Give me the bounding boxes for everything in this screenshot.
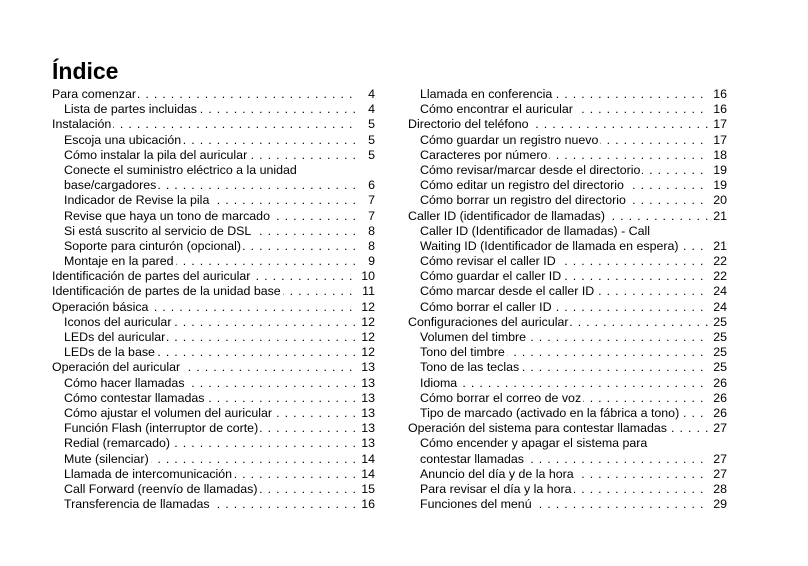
- toc-entry-page: 26: [713, 405, 727, 420]
- toc-entry-page: 14: [361, 466, 375, 481]
- toc-entry-page: 5: [368, 117, 375, 132]
- toc-entry-page: 12: [361, 314, 375, 329]
- toc-entry-page: 27: [713, 466, 727, 481]
- toc-entry-title: Cómo revisar el caller ID: [420, 254, 556, 269]
- toc-entry-title: Cómo ajustar el volumen del auricular: [64, 405, 272, 420]
- toc-entry-page: 27: [713, 421, 727, 436]
- toc-entry: [64, 178, 375, 193]
- toc-entry-title: Lista de partes incluidas: [64, 102, 197, 117]
- toc-entry: [64, 376, 375, 391]
- toc-entry: [408, 315, 727, 330]
- toc-entry-title: Cómo borrar un registro del directorio: [420, 193, 626, 208]
- toc-entry-title: Montaje en la pared: [64, 254, 174, 269]
- toc-entry-title: Llamada de intercomunicación: [64, 466, 233, 481]
- toc-entry-title: Identificación de partes del auricular: [52, 269, 251, 284]
- toc-entry-page: 19: [713, 178, 727, 193]
- toc-entry-title: Instalación: [52, 117, 112, 132]
- dot-leader: [420, 376, 709, 391]
- toc-entry: [420, 436, 727, 451]
- toc-entry-page: 7: [368, 193, 375, 208]
- toc-entry: [420, 178, 727, 193]
- toc-entry-title: base/cargadores: [64, 178, 157, 193]
- toc-entry-title: Llamada en conferencia: [420, 87, 553, 101]
- toc-entry: [408, 209, 727, 224]
- toc-entry-page: 17: [713, 132, 727, 147]
- toc-entry: [408, 421, 727, 436]
- toc-entry: [420, 497, 727, 512]
- toc-entry-title: Anuncio del día y de la hora: [420, 466, 574, 481]
- toc-entry-page: 25: [713, 314, 727, 329]
- toc-entry: [420, 345, 727, 360]
- toc-entry-page: 20: [713, 193, 727, 208]
- toc-entry: [52, 284, 375, 299]
- toc-entry-page: 27: [713, 451, 727, 466]
- toc-entry-page: 13: [361, 375, 375, 390]
- toc-entry-title: Indicador de Revise la pila: [64, 193, 210, 208]
- toc-entry-page: 4: [368, 87, 375, 101]
- toc-entry-title: Waiting ID (Identificador de llamada en espera): [420, 238, 679, 253]
- toc-entry: [420, 376, 727, 391]
- toc-entry: [420, 133, 727, 148]
- toc-entry-page: 25: [713, 330, 727, 344]
- toc-entry-page: 28: [713, 481, 727, 496]
- toc-entry-title: Conecte el suministro eléctrico a la unidad: [64, 162, 297, 177]
- toc-entry-title: Cómo borrar el caller ID: [420, 299, 552, 314]
- toc-entry-title: Cómo guardar el caller ID: [420, 269, 562, 284]
- toc-entry: [64, 209, 375, 224]
- toc-entry-title: Si está suscrito al servicio de DSL: [64, 223, 252, 238]
- toc-entry-page: 21: [713, 238, 727, 253]
- toc-entry: [64, 133, 375, 148]
- toc-entry: [64, 163, 375, 178]
- toc-entry-title: Operación básica: [52, 299, 149, 314]
- toc-entry-page: 9: [368, 254, 375, 269]
- toc-entry-page: 8: [368, 238, 375, 253]
- toc-entry: [64, 467, 375, 482]
- toc-entry-page: 13: [361, 405, 375, 420]
- toc-entry: [420, 193, 727, 208]
- toc-entry: [420, 254, 727, 269]
- toc-left-column: [52, 87, 375, 512]
- toc-entry: [64, 345, 375, 360]
- toc-entry-title: Tono de las teclas: [420, 360, 520, 375]
- toc-entry-page: 29: [713, 497, 727, 512]
- toc-entry-title: Transferencia de llamadas: [64, 497, 210, 512]
- toc-entry-page: 13: [361, 436, 375, 451]
- toc-entry-page: 16: [713, 102, 727, 117]
- toc-entry: [420, 148, 727, 163]
- toc-entry-page: 10: [361, 269, 375, 284]
- toc-entry-page: 15: [361, 481, 375, 496]
- toc-entry-title: Operación del sistema para contestar llamadas: [408, 421, 667, 436]
- toc-entry: [64, 482, 375, 497]
- toc-entry: [408, 117, 727, 132]
- toc-entry-title: Identificación de partes de la unidad base: [52, 284, 281, 299]
- toc-entry-title: Caller ID (identificador de llamadas): [408, 208, 605, 223]
- toc-entry-title: Iconos del auricular: [64, 314, 172, 329]
- toc-entry: [64, 254, 375, 269]
- toc-entry: [420, 467, 727, 482]
- toc-entry-page: 26: [713, 375, 727, 390]
- toc-entry-page: 24: [713, 299, 727, 314]
- toc-entry: [64, 102, 375, 117]
- toc-entry-page: 14: [361, 451, 375, 466]
- toc-entry-page: 24: [713, 284, 727, 299]
- toc-entry-page: 25: [713, 360, 727, 375]
- toc-entry-title: Mute (silenciar): [64, 451, 149, 466]
- toc-entry-title: Cómo guardar un registro nuevo: [420, 132, 599, 147]
- toc-entry: [420, 87, 727, 102]
- toc-entry-page: 22: [713, 269, 727, 284]
- toc-entry-page: 12: [361, 345, 375, 360]
- toc-entry-page: 21: [713, 208, 727, 223]
- toc-entry-page: 7: [368, 208, 375, 223]
- toc-entry: [52, 117, 375, 132]
- toc-entry: [420, 224, 727, 239]
- toc-entry-page: 19: [713, 162, 727, 177]
- toc-entry-page: 13: [361, 390, 375, 405]
- toc-entry: [52, 87, 375, 102]
- toc-entry-title: Caracteres por número: [420, 147, 548, 162]
- toc-entry-title: Cómo encontrar el auricular: [420, 102, 573, 117]
- toc-entry: [420, 330, 727, 345]
- toc-entry: [420, 391, 727, 406]
- toc-entry-page: 13: [361, 360, 375, 375]
- toc-entry-title: Cómo revisar/marcar desde el directorio: [420, 162, 641, 177]
- toc-entry: [64, 239, 375, 254]
- toc-entry: [420, 102, 727, 117]
- toc-entry: [64, 391, 375, 406]
- toc-entry-page: 13: [361, 421, 375, 436]
- toc-entry-page: 17: [713, 117, 727, 132]
- toc-entry: [52, 269, 375, 284]
- toc-entry-title: LEDs de la base: [64, 345, 155, 360]
- toc-entry-title: Para comenzar: [52, 87, 137, 101]
- toc-entry-title: Función Flash (interruptor de corte): [64, 421, 259, 436]
- toc-entry-title: Escoja una ubicación: [64, 132, 182, 147]
- toc-entry-page: 22: [713, 254, 727, 269]
- toc-entry: [64, 330, 375, 345]
- toc-entry: [420, 163, 727, 178]
- toc-entry-title: Configuraciones del auricular: [408, 314, 569, 329]
- toc-entry-title: Call Forward (reenvío de llamadas): [64, 481, 258, 496]
- toc-entry: [52, 360, 375, 375]
- toc-entry: [420, 406, 727, 421]
- page-title: Índice: [52, 58, 119, 84]
- toc-entry: [420, 284, 727, 299]
- toc-entry-title: Cómo encender y apagar el sistema para: [420, 436, 648, 451]
- toc-entry-title: Funciones del menú: [420, 497, 532, 512]
- toc-entry-page: 26: [713, 390, 727, 405]
- toc-entry-page: 11: [362, 284, 375, 299]
- toc-entry-title: contestar llamadas: [420, 451, 524, 466]
- toc-entry: [420, 269, 727, 284]
- toc-entry: [64, 193, 375, 208]
- toc-entry-page: 12: [361, 299, 375, 314]
- toc-entry-page: 8: [368, 223, 375, 238]
- toc-right-column: [408, 87, 727, 512]
- toc-entry-title: Cómo marcar desde el caller ID: [420, 284, 595, 299]
- toc-entry-page: 16: [713, 87, 727, 101]
- toc-entry-page: 16: [361, 497, 375, 512]
- toc-entry-title: Volumen del timbre: [420, 330, 527, 344]
- toc-entry-title: Soporte para cinturón (opcional): [64, 238, 242, 253]
- toc-entry: [420, 300, 727, 315]
- toc-entry-title: Operación del auricular: [52, 360, 181, 375]
- toc-entry: [64, 452, 375, 467]
- toc-entry-title: Revise que haya un tono de marcado: [64, 208, 270, 223]
- toc-entry: [64, 315, 375, 330]
- toc-entry: [420, 360, 727, 375]
- toc-entry-title: Tipo de marcado (activado en la fábrica a tono): [420, 405, 680, 420]
- toc-entry-page: 25: [713, 345, 727, 360]
- toc-entry: [64, 224, 375, 239]
- toc-entry: [64, 421, 375, 436]
- toc-entry-title: Cómo borrar el correo de voz: [420, 390, 582, 405]
- toc-entry-title: Cómo contestar llamadas: [64, 390, 205, 405]
- toc-entry: [64, 148, 375, 163]
- toc-entry: [420, 239, 727, 254]
- toc-entry-page: 12: [361, 330, 375, 344]
- toc-entry-title: Cómo hacer llamadas: [64, 375, 185, 390]
- toc-entry: [420, 452, 727, 467]
- toc-entry-title: Para revisar el día y la hora: [420, 481, 572, 496]
- toc-entry-title: Idioma: [420, 375, 458, 390]
- toc-entry-title: Caller ID (Identificador de llamadas) - Call: [420, 223, 651, 238]
- toc-entry-page: 6: [368, 178, 375, 193]
- toc-entry-title: Redial (remarcado): [64, 436, 171, 451]
- toc-entry-title: Tono del timbre: [420, 345, 505, 360]
- toc-entry: [64, 497, 375, 512]
- toc-entry: [420, 482, 727, 497]
- toc-entry-title: Cómo editar un registro del directorio: [420, 178, 624, 193]
- toc-entry-title: Cómo instalar la pila del auricular: [64, 147, 248, 162]
- toc-entry: [52, 300, 375, 315]
- toc-entry-page: 5: [368, 132, 375, 147]
- toc-entry-page: 5: [368, 147, 375, 162]
- toc-entry-page: 4: [368, 102, 375, 117]
- toc-entry: [64, 436, 375, 451]
- toc-entry-title: Directorio del teléfono: [408, 117, 529, 132]
- toc-entry-title: LEDs del auricular: [64, 330, 166, 344]
- toc-entry-page: 18: [713, 147, 727, 162]
- toc-entry: [64, 406, 375, 421]
